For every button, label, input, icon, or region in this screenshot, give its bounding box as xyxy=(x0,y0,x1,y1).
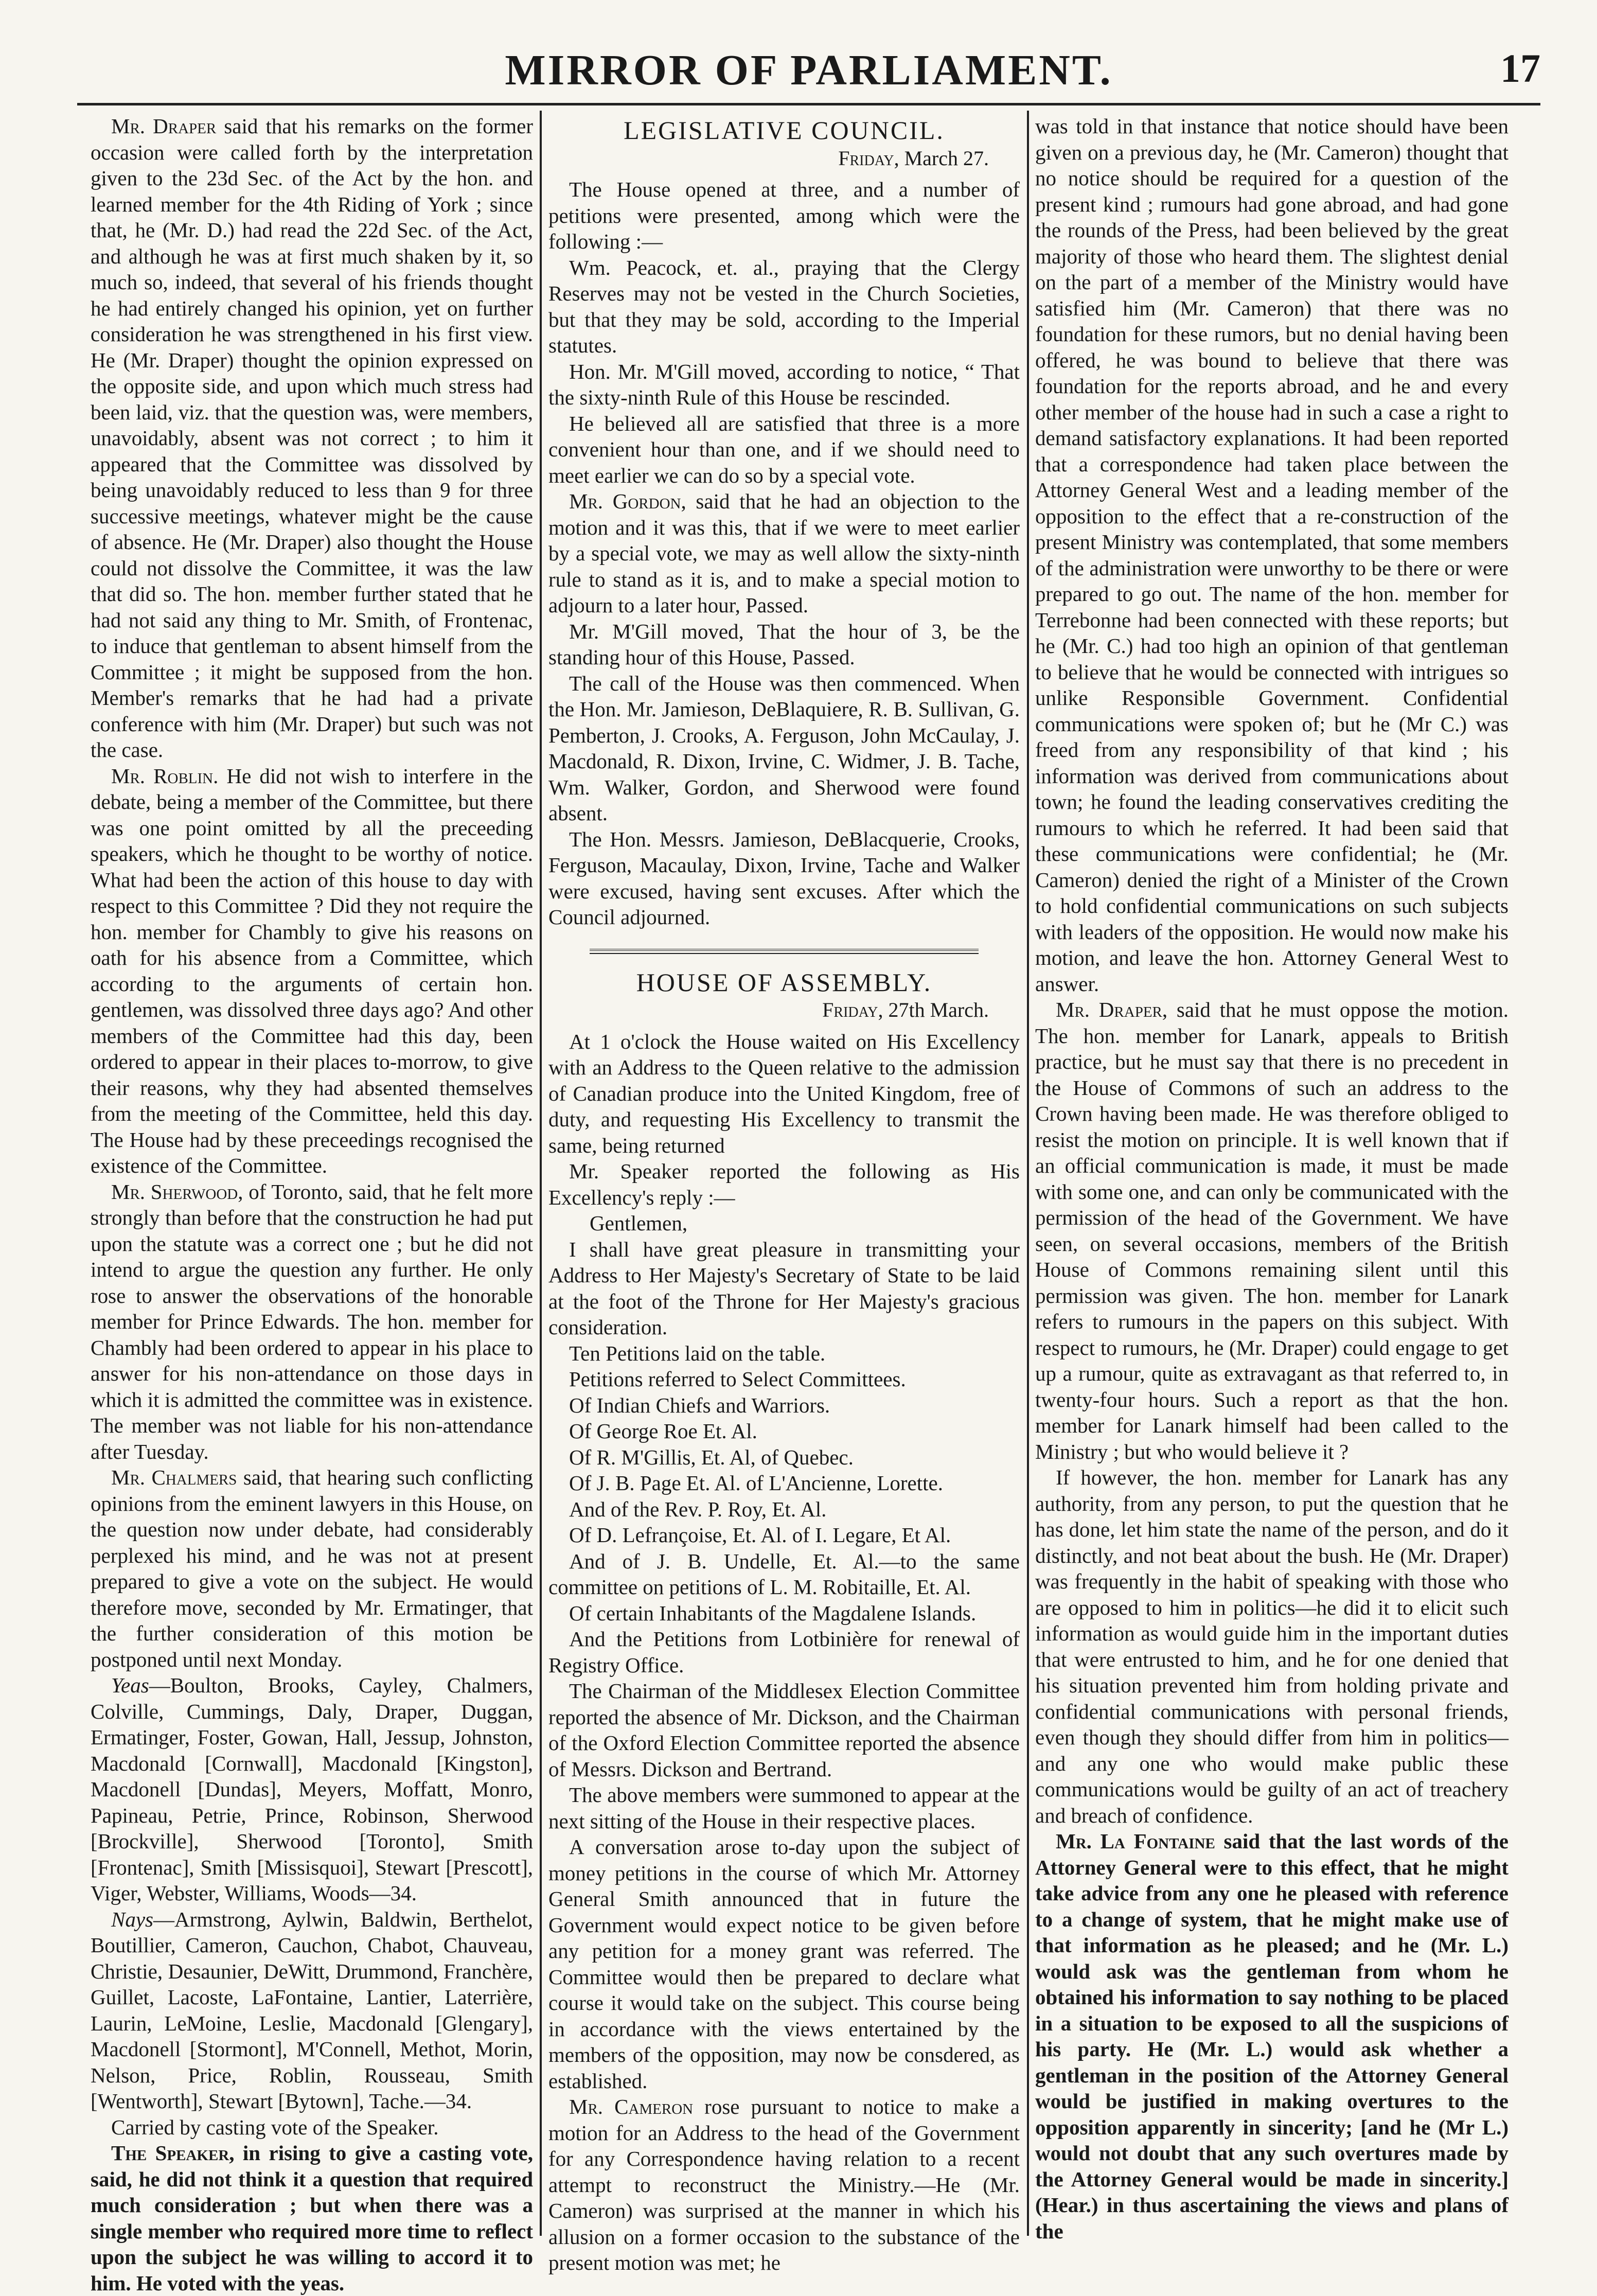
paragraph: The Chairman of the Middlesex Election Committee reported the absence of Mr. Dickson, and the Chairman of the Oxford Election Committee reported the absence of Messrs. Dickson and Bertrand. xyxy=(548,1679,1020,1781)
speaker-name: Mr. Draper xyxy=(111,114,217,138)
column-divider-2 xyxy=(1027,111,1029,2236)
section-divider xyxy=(590,949,979,954)
paragraph xyxy=(548,2094,1020,2276)
header-rule xyxy=(77,103,1540,105)
salutation: Gentlemen, xyxy=(590,1211,688,1235)
paragraph-text: in rising to give a casting vote, said, he did not think it a question that required much consideration ; but when there was a single member who required more time to reflect upon the subject he was willing to accord it to him. He voted with the yeas. xyxy=(91,2141,533,2295)
paragraph-text: He did not wish to interfere in the debate, being a member of the Committee, but there was one point omitted by all the preceeding speakers, which he thought to be worthy of notice. What had been the action of this house to day with respect to this Committee ? Did they not require the hon. member for Chambly to give his reasons on oath for his absence from a Committee, which according to the arguments of certain hon. gentlemen, was dissolved three days ago? And other members of the Committee had this day, been ordered to appear in their places to-morrow, to give their reasons, why they had absented themselves from the meeting of the Committee, held this day. The House had by these preceedings recognised the existence of the Committee. xyxy=(91,764,533,1177)
speaker-name: Mr. Roblin. xyxy=(111,764,219,788)
page-number: 17 xyxy=(1500,46,1540,91)
paragraph xyxy=(91,1464,533,1672)
paragraph: Wm. Peacock, et. al., praying that the Clergy Reserves may not be vested in the Church Societies, but that they may be sold, according to the Imperial statutes. xyxy=(548,255,1020,357)
paragraph-text: said that his remarks on the former occasion were called forth by the interpretation given to the 23d Sec. of the Act by the hon. and learned member for the 4th Riding of York ; since that, he (Mr. D.) had read the 22d Sec. of the Act, and although he was at first much shaken by it, so much so, indeed, that several of his friends thought he had entirely changed his opinion, yet on further consideration he was strengthened in his first view. He (Mr. Draper) thought the opinion expressed on the opposite side, and upon which much stress had been laid, viz. that the question was, were members, unavoidably, absent was not correct ; to him it appeared that the Committee was dissolved by being unavoidably reduced to less than 9 for three successive meetings, whatever might be the cause of absence. He (Mr. Draper) also thought the House could not dissolve the Committee, it was the law that did so. The hon. member further stated that he had not said any thing to Mr. Smith, of Frontenac, to induce that gentleman to absent himself from the Committee ; it might be supposed from the hon. Member's remarks that he had had a private conference with him (Mr. Draper) but such was not the case. xyxy=(91,114,533,762)
petition-item: Of certain Inhabitants of the Magdalene Islands. xyxy=(569,1601,977,1625)
column-divider-1 xyxy=(540,111,542,2236)
dateline-date: March 27. xyxy=(899,146,989,170)
speaker-name: Mr. Sherwood, xyxy=(111,1179,243,1204)
running-title: MIRROR OF PARLIAMENT. xyxy=(505,46,1113,94)
speaker-name: Mr. Draper, xyxy=(1056,998,1168,1021)
column-1 xyxy=(91,113,534,2295)
assembly-dateline xyxy=(548,997,989,1023)
paragraph: The House opened at three, and a number of petitions were presented, among which were the following :— xyxy=(548,178,1020,253)
page-header xyxy=(77,45,1540,102)
speaker-name: Mr. Gordon, xyxy=(569,489,686,513)
nays-names: —Armstrong, Aylwin, Baldwin, Berthelot, Boutillier, Cameron, Cauchon, Chabot, Chauveau, Christie, Desaunier, DeWitt, Drummond, Franchère, Guillet, Lacoste, LaFontaine, Lantier, Laterrière, Laurin, LeMoine, Leslie, Macdonald [Glengary], Macdonell [Stormont], M'Connell, Methot, Morin, Nelson, Price, Roblin, Rousseau, Smith [Wentworth], Stewart [Bytown], Tache.—34. xyxy=(91,1907,533,2113)
petition-item: And the Petitions from Lotbinière for renewal of Registry Office. xyxy=(548,1627,1020,1677)
paragraph: Hon. Mr. M'Gill moved, according to notice, “ That the sixty-ninth Rule of this House be rescinded. xyxy=(548,359,1020,409)
paragraph: A conversation arose to-day upon the subject of money petitions in the course of which Mr. Attorney General Smith announced that in future the Government would expect notice to be given before any petition for a money grant was referred. The Committee would then be prepared to declare what course it would take on the subject. This course being in accordance with the views entertained by the members of the opposition, may now be consdered, as established. xyxy=(548,1835,1020,2093)
paragraph xyxy=(1035,1828,1509,2244)
paragraph: The Hon. Messrs. Jamieson, DeBlacquerie, Crooks, Ferguson, Macaulay, Dixon, Irvine, Tache and Walker were excused, having sent excuses. After which the Council adjourned. xyxy=(548,827,1020,929)
column-3 xyxy=(1035,113,1509,2243)
paragraph: Carried by casting vote of the Speaker. xyxy=(111,2115,439,2139)
paragraph: Mr. Speaker reported the following as His Excellency's reply :— xyxy=(548,1159,1020,1209)
petition-item: And of J. B. Undelle, Et. Al.—to the same committee on petitions of L. M. Robitaille, Et. Al. xyxy=(548,1549,1020,1599)
paragraph: He believed all are satisfied that three is a more convenient hour than one, and if we should need to meet earlier we can do so by a special vote. xyxy=(548,411,1020,487)
paragraph xyxy=(548,488,1020,619)
paragraph-text: said that the last words of the Attorney General were to this effect, that he might take advice from any one he pleased with reference to a change of system, that he might make use of that information as he pleased; and he (Mr. L.) would ask was the gentleman from whom he obtained his information to say nothing to be placed in a situation to be exposed to all the suspicions of his party. He (Mr. L.) would ask whether a gentleman in the position of the Attorney General would be justified in making overtures to the opposition apparently in sincerity; [and he (Mr L.) would not doubt that any such overtures made by the Attorney General would be made in sincerity.] (Hear.) in thus ascertaining the views and plans of the xyxy=(1035,1829,1509,2243)
petition-item: Of George Roe Et. Al. xyxy=(569,1419,757,1443)
petition-item: Ten Petitions laid on the table. xyxy=(569,1341,826,1365)
petition-item: Of R. M'Gillis, Et. Al, of Quebec. xyxy=(569,1445,854,1469)
speaker-name: Mr. Cameron xyxy=(569,2095,694,2118)
petition-item: Of Indian Chiefs and Warriors. xyxy=(569,1393,830,1417)
paragraph: If however, the hon. member for Lanark has any authority, from any person, to put the question that he has done, let him state the name of the person, and do it distinctly, and not beat about the bush. He (Mr. Draper) was frequently in the habit of speaking with those who are opposed to him in politics—he did it to elicit such information as would guide him in the important duties that were entrusted to him, and he for one denied that his situation prevented him from holding private and confidential communications with personal friends, even though they should differ from him in politics—and any one who would make public these communications would be guilty of an act of treachery and breach of confidence. xyxy=(1035,1465,1509,1827)
dateline-day: Friday, xyxy=(838,146,899,170)
speaker-name: The Speaker, xyxy=(111,2141,235,2165)
paragraph xyxy=(91,113,533,763)
petition-item: Petitions referred to Select Committees. xyxy=(569,1367,906,1391)
paragraph xyxy=(91,763,533,1179)
petition-item: And of the Rev. P. Roy, Et. Al. xyxy=(569,1497,827,1521)
legislative-council-heading: LEGISLATIVE COUNCIL. xyxy=(624,116,945,145)
paragraph-text: said, that hearing such conflicting opinions from the eminent lawyers in this House, on the question now under debate, had considerably perplexed his mind, and he was not at present prepared to give a vote on the subject. He would therefore move, seconded by Mr. Ermatinger, that the further consideration of this motion be postponed until next Monday. xyxy=(91,1465,534,1671)
dateline-date: 27th March. xyxy=(883,998,989,1021)
nays-label: Nays xyxy=(111,1907,153,1931)
yeas-label: Yeas xyxy=(111,1673,149,1697)
paragraph xyxy=(91,1179,533,1465)
paragraph: The call of the House was then commenced. When the Hon. Mr. Jamieson, DeBlaquiere, R. B. Sullivan, G. Pemberton, J. Crooks, A. Ferguson, John McCaulay, J. Macdonald, R. Dixon, Irvine, C. Widmer, J. B. Tache, Wm. Walker, Gordon, and Sherwood were found absent. xyxy=(548,671,1020,825)
speaker-name: Mr. La Fontaine xyxy=(1056,1829,1215,1853)
column-2 xyxy=(548,113,1020,2274)
paragraph xyxy=(91,2140,533,2296)
council-dateline xyxy=(548,146,989,172)
paragraph xyxy=(1035,997,1509,1464)
petition-item: Of D. Lefrançoise, Et. Al. of I. Legare, Et Al. xyxy=(569,1523,951,1547)
dateline-day: Friday, xyxy=(822,998,883,1021)
paragraph: Mr. M'Gill moved, That the hour of 3, be the standing hour of this House, Passed. xyxy=(548,619,1020,669)
paragraph-text: said that he had an objection to the motion and it was this, that if we were to meet earlier by a special vote, we may as well allow the sixty-ninth rule to stand as it is, and to make a special motion to adjourn to a later hour, Passed. xyxy=(548,489,1020,617)
paragraph-text: of Toronto, said, that he felt more strongly than before that the construction he had put upon the statute was a correct one ; but he did not intend to argue the question any further. He only rose to answer the observations of the honorable member for Prince Edwards. The hon. member for Chambly had been ordered to appear in his place to answer for his non-attendance on those days in which it is admitted the committee was in existence. The member was not liable for his non-attendance after Tuesday. xyxy=(91,1179,533,1463)
petition-item: Of J. B. Page Et. Al. of L'Ancienne, Lorette. xyxy=(569,1471,943,1495)
yeas-names: —Boulton, Brooks, Cayley, Chalmers, Colville, Cummings, Daly, Draper, Duggan, Ermatinger, Foster, Gowan, Hall, Jessup, Johnston, Macdonald [Cornwall], Macdonald [Kingston], Macdonell [Dundas], Meyers, Moffatt, Monro, Papineau, Petrie, Prince, Robinson, Sherwood [Brockville], Sherwood [Toronto], Smith [Frontenac], Smith [Missisquoi], Stewart [Prescott], Viger, Webster, Williams, Woods—34. xyxy=(91,1673,533,1905)
yeas-list xyxy=(91,1672,533,1906)
nays-list xyxy=(91,1906,533,2114)
speaker-name: Mr. Chalmers xyxy=(111,1465,237,1489)
paragraph: The above members were summoned to appear at the next sitting of the House in their respective places. xyxy=(548,1783,1020,1833)
house-of-assembly-heading: HOUSE OF ASSEMBLY. xyxy=(636,967,932,997)
paragraph: At 1 o'clock the House waited on His Excellency with an Address to the Queen relative to the admission of Canadian produce into the United Kingdom, free of duty, and requesting His Excellency to transmit the same, being returned xyxy=(548,1029,1020,1157)
paragraph: was told in that instance that notice should have been given on a previous day, he (Mr. Cameron) thought that no notice should be required for a question of the present kind ; rumours had gone abroad, and had gone the rounds of the Press, had been believed by the great majority of those who heard them. The slightest denial on the part of a member of the Ministry would have satisfied him (Mr. Cameron) that there was no foundation for these rumors, but no denial having been offered, he was bound to believe that there was foundation for the reports abroad, and he and every other member of the house had in such a case a right to demand satisfactory explanations. It had been reported that a correspondence had taken place between the Attorney General West and a leading member of the opposition to the effect that a re-construction of the present Ministry was contemplated, that some members of the administration were unworthy to be there or were prepared to go out. The name of the hon. member for Terrebonne had been connected with these reports; but he (Mr. C.) had too high an opinion of that gentleman to believe that he would be connected with intrigues so unlike Responsible Government. Confidential communications were spoken of; but he (Mr C.) was freed from any responsibility of that kind ; his information was derived from communications about town; he found the leading conservatives crediting the rumours to which he referred. It had been said that these communications were confidential; he (Mr. Cameron) denied the right of a Minister of the Crown to hold confidential communications on such subjects with leaders of the opposition. He would now make his motion, and leave the hon. Attorney General West to answer. xyxy=(1035,114,1509,996)
paragraph-text: rose pursuant to notice to make a motion for an Address to the head of the Government for any Correspondence having relation to a recent attempt to reconstruct the Ministry.—He (Mr. Cameron) was surprised at the manner in which his allusion on a former occasion to the substance of the present motion was met; he xyxy=(548,2095,1020,2274)
paragraph-text: said that he must oppose the motion. The hon. member for Lanark, appeals to British practice, but he must say that there is no precedent in the House of Commons of such an address to the Crown having been made. He was therefore obliged to resist the motion on principle. It is well known that if an official communication is made, it must be made with some one, and can only be communicated with the permission of the head of the Government. We have seen, on several occasions, members of the British House of Commons remaining silent until this permission was given. The hon. member for Lanark refers to rumours in the papers on this subject. With respect to rumours, he (Mr. Draper) could engage to get up a rumour, quite as extravagant as that referred to, in twenty-four hours. Such a report as that the hon. member for Lanark himself had been called to the Ministry ; but who would believe it ? xyxy=(1035,998,1509,1463)
paragraph: I shall have great pleasure in transmitting your Address to Her Majesty's Secretary of State to be laid at the foot of the Throne for Her Majesty's gracious consideration. xyxy=(548,1237,1020,1339)
